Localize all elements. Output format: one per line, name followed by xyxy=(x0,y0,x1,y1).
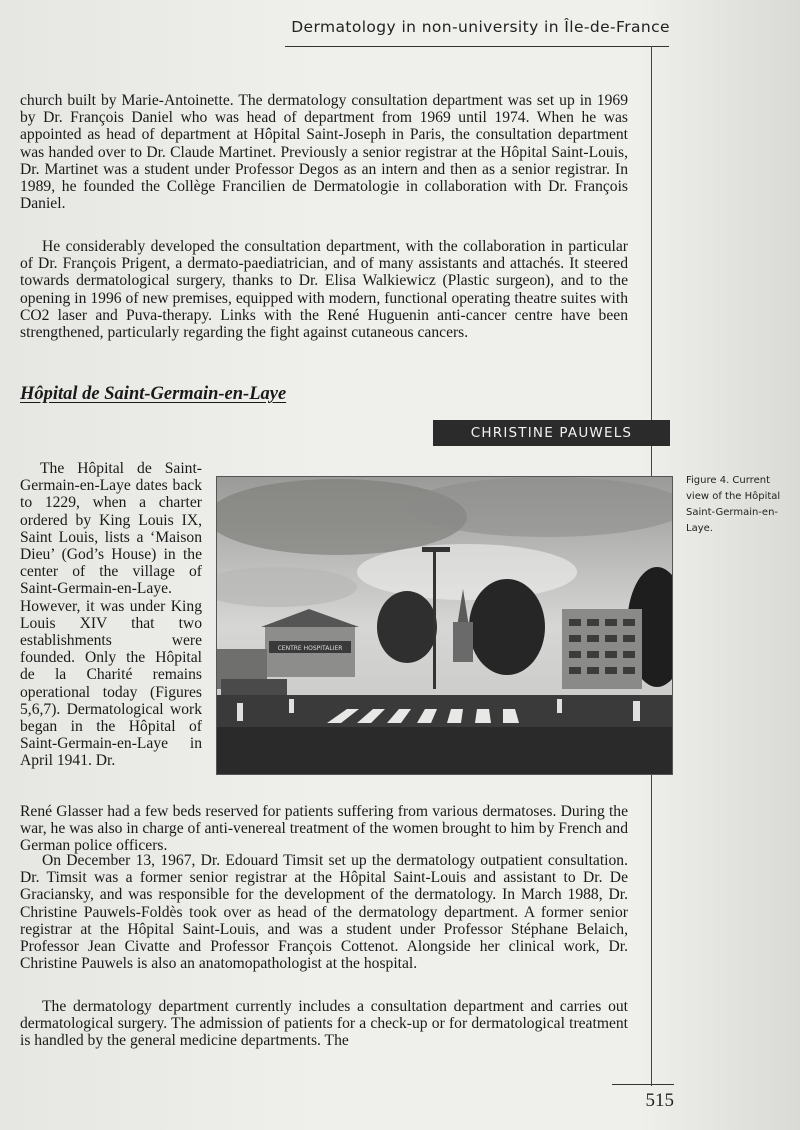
paragraph-3: The Hôpital de Saint-Germain-en-Laye dates back to 1229, when a charter ordered by King Louis IX, Saint Louis, lists a ‘Maison Dieu’ (God’s House) in the center of the village of Saint-Germain-en-Laye. However, it was under King Louis XIV that two establishments were founded. Only the Hôpital de la Charité remains operational today (Figures 5,6,7). Dermatological work began in the Hôpital of Saint-Germain-en-Laye in April 1941. Dr. xyxy=(20,460,202,770)
header-rule xyxy=(285,46,669,47)
hospital-photo-graphic xyxy=(217,477,672,774)
lamp-post xyxy=(433,549,436,689)
footer-rule xyxy=(612,1084,674,1085)
paragraph-6: The dermatology department currently includes a consultation department and carries out dermatological surgery. The admission of patients for a check-up or for dermatological treatment is handled by the general medicine departments. The xyxy=(20,998,628,1050)
tree xyxy=(377,591,437,663)
hospital-photo xyxy=(216,476,673,775)
paragraph-4: René Glasser had a few beds reserved for patients suffering from various dermatoses. During the war, he was also in charge of anti-venereal treatment of the women brought to him by French and German police officers. xyxy=(20,803,628,855)
cloud xyxy=(357,544,577,600)
author-name: CHRISTINE PAUWELS xyxy=(470,425,633,441)
sign-text: CENTRE HOSPITALIER xyxy=(277,645,343,652)
running-head: Dermatology in non-university in Île-de-France xyxy=(291,18,670,36)
figure-caption: Figure 4. Current view of the Hôpital Saint-Germain-en-Laye. xyxy=(686,475,781,534)
road-foreground xyxy=(217,727,672,774)
church-tower xyxy=(453,622,473,662)
paragraph-2: He considerably developed the consultation department, with the collaboration in particular of Dr. François Prigent, a dermato-paediatrician, and of many assistants and attachés. It steered towards dermatological surgery, thanks to Dr. Elisa Walkiewicz (Plastic surgeon), and to the opening in 1996 of new premises, equipped with modern, functional operating theatre suites with CO2 laser and Puva-therapy. Links with the René Huguenin anti-cancer centre have been strengthened, particularly regarding the fight against cutaneous cancers. xyxy=(20,238,628,342)
page-number: 515 xyxy=(645,1090,674,1111)
paragraph-1: church built by Marie-Antoinette. The dermatology consultation department was set up in 1969 by Dr. François Daniel who was head of department from 1969 until 1974. When he was appointed as head of department at Hôpital Saint-Joseph in Paris, the consultation department was handed over to Dr. Claude Martinet. Previously a senior registrar at the Hôpital Saint-Louis, Dr. Martinet was a student under Professor Degos as an intern and then as a senior registrar. In 1989, he founded the Collège Francilien de Dermatologie in collaboration with Dr. François Daniel. xyxy=(20,92,628,213)
paragraph-5: On December 13, 1967, Dr. Edouard Timsit set up the dermatology outpatient consultation. Dr. Timsit was a former senior registrar at the Hôpital Saint-Louis and assistant to Dr. De Graciansky, and was responsible for the development of the dermatology. In March 1988, Dr. Christine Pauwels-Foldès took over as head of the dermatology department. A former senior registrar at the Hôpital Saint-Louis, and was a student under Professor Stéphane Belaich, Professor Jean Civatte and Professor François Cottenot. Alongside her clinical work, Dr. Christine Pauwels is also an anatomopathologist at the hospital. xyxy=(20,852,628,973)
lamp-head xyxy=(422,547,450,552)
author-bar xyxy=(433,420,670,446)
tree xyxy=(469,579,545,675)
section-title: Hôpital de Saint-Germain-en-Laye xyxy=(20,384,287,404)
